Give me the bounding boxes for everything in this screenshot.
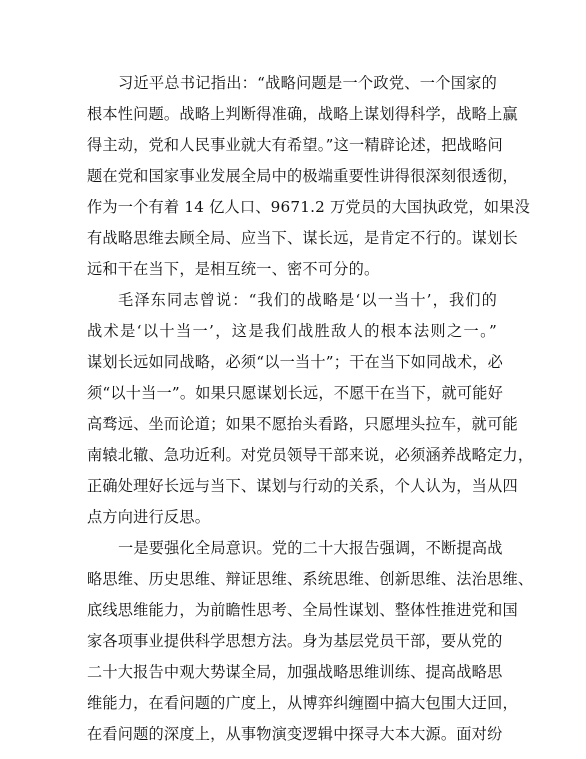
paragraph-line: 谋划长远如同战略，必须“以一当十”；干在当下如同战术，必 — [87, 353, 504, 371]
paragraph-line: 底线思维能力，为前瞻性思考、全局性谋划、整体性推进党和国 — [87, 601, 518, 619]
paragraph-line: 得主动，党和人民事业就大有希望。”这一精辟论述，把战略问 — [87, 136, 503, 154]
paragraph-line: 须“以十当一”。如果只愿谋划长远，不愿干在当下，就可能好 — [87, 384, 504, 402]
paragraph-line: 远和干在当下，是相互统一、密不可分的。 — [87, 260, 380, 278]
paragraph-line: 根本性问题。战略上判断得准确，战略上谋划得科学，战略上赢 — [87, 105, 518, 123]
paragraph-line: 维能力，在看问题的广度上，从博弈纠缠圈中搞大包围大迂回， — [87, 694, 518, 712]
paragraph-line: 习近平总书记指出：“战略问题是一个政党、一个国家的 — [118, 74, 497, 92]
paragraph-line: 正确处理好长远与当下、谋划与行动的关系，个人认为，当从四 — [87, 477, 518, 495]
paragraph-line: 有战略思维去顾全局、应当下、谋长远，是肯定不行的。谋划长 — [87, 229, 518, 247]
paragraph-line: 毛泽东同志曾说：“我们的战略是‘以一当十’，我们的 — [118, 291, 497, 309]
paragraph-line: 略思维、历史思维、辩证思维、系统思维、创新思维、法治思维、 — [87, 570, 534, 588]
paragraph-line: 题在党和国家事业发展全局中的极端重要性讲得很深刻很透彻， — [87, 167, 518, 185]
paragraph-line: 作为一个有着 14 亿人口、9671.2 万党员的大国执政党，如果没 — [87, 198, 531, 216]
paragraph-line: 战术是‘以十当一’，这是我们战胜敌人的根本法则之一。” — [87, 322, 497, 340]
paragraph-line: 二十大报告中观大势谋全局，加强战略思维训练、提高战略思 — [87, 663, 503, 681]
paragraph-line: 一是要强化全局意识。党的二十大报告强调，不断提高战 — [118, 539, 503, 557]
paragraph-line: 在看问题的深度上，从事物演变逻辑中探寻大本大源。面对纷 — [87, 725, 503, 743]
paragraph-line: 南辕北辙、急功近利。对党员领导干部来说，必须涵养战略定力， — [87, 446, 534, 464]
paragraph-line: 家各项事业提供科学思想方法。身为基层党员干部，要从党的 — [87, 632, 503, 650]
paragraph-line: 点方向进行反思。 — [87, 508, 211, 526]
paragraph-line: 高骛远、坐而论道；如果不愿抬头看路，只愿埋头拉车，就可能 — [87, 415, 518, 433]
